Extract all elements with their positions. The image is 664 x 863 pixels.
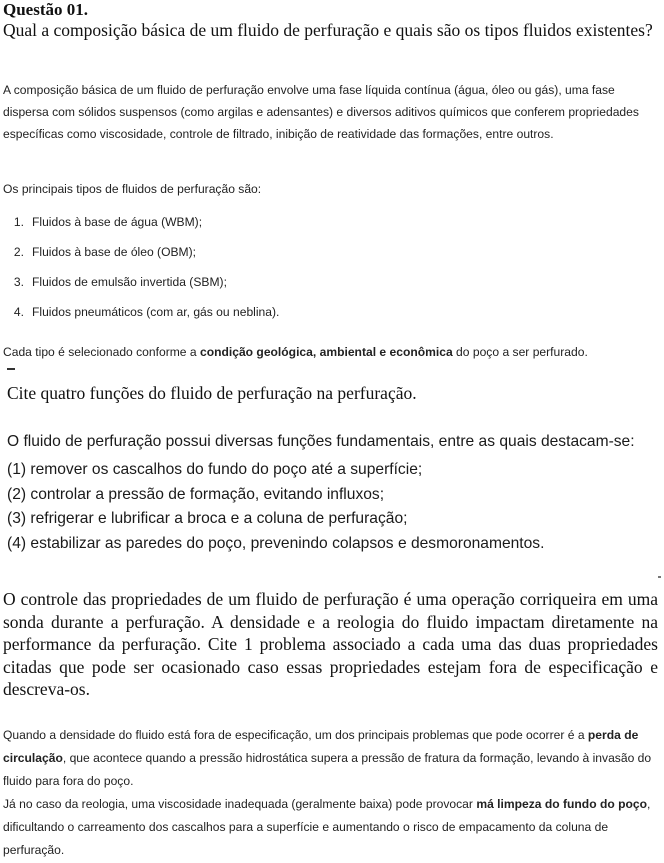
list-item: (2) controlar a pressão de formação, evitando influxos; xyxy=(7,485,385,503)
list-item-text: Fluidos à base de óleo (OBM); xyxy=(32,245,197,259)
list-item xyxy=(0,297,279,327)
answer-1-composition: A composição básica de um fluido de perfuração envolve uma fase líquida contínua (água, óleo ou gás), uma fase dispersa com sólidos suspensos (como argilas e adensantes) e diversos aditivos químicos que conferem propriedades específicas como viscosidade, controle de filtrado, inibição de reatividade das formações, entre outros. xyxy=(3,83,639,141)
list-item: (1) remover os cascalhos do fundo do poço até a superfície; xyxy=(7,461,423,478)
answer-3-density-text-end: , que acontece quando a pressão hidrostática supera a pressão de fratura da formação, levando à invasão do fluido para fora do poço. xyxy=(3,751,652,788)
stray-mark xyxy=(658,576,661,578)
answer-1-closing xyxy=(3,342,588,362)
closing-text-end: do poço a ser perfurado. xyxy=(452,345,588,359)
closing-text: Cada tipo é selecionado conforme a xyxy=(3,345,200,359)
functions-list xyxy=(7,458,544,556)
answer-3-density-bold: perda de circulação xyxy=(3,728,639,765)
answer-1-types-intro: Os principais tipos de fluidos de perfuração são: xyxy=(3,182,262,196)
list-item-text: Fluidos pneumáticos (com ar, gás ou neblina). xyxy=(32,305,280,319)
question-1-title: Questão 01. xyxy=(3,0,88,19)
answer-3-rheology xyxy=(3,793,659,862)
list-item-text: Fluidos à base de água (WBM); xyxy=(32,215,203,229)
answer-3-rheology-text-end: , dificultando o carreamento dos cascalhos para a superfície e aumentando o risco de empacamento da coluna de perfuração. xyxy=(3,797,651,857)
list-item xyxy=(0,207,279,237)
fluid-types-list xyxy=(0,207,279,327)
list-item: (3) refrigerar e lubrificar a broca e a coluna de perfuração; xyxy=(7,510,408,527)
list-item xyxy=(0,237,279,267)
dash-mark xyxy=(7,368,15,370)
list-item-number: 4. xyxy=(13,305,24,319)
list-item-number: 2. xyxy=(13,245,24,259)
list-item-number: 3. xyxy=(13,275,24,289)
answer-3 xyxy=(3,724,659,862)
answer-3-rheology-bold: má limpeza do fundo do poço xyxy=(476,797,647,811)
list-item-text: Fluidos de emulsão invertida (SBM); xyxy=(32,275,227,289)
answer-1-paragraph xyxy=(3,79,659,145)
question-2-text: Cite quatro funções do fluido de perfuração na perfuração. xyxy=(7,383,417,403)
closing-bold-text: condição geológica, ambiental e econômica xyxy=(199,345,453,359)
list-item xyxy=(0,267,279,297)
list-item-number: 1. xyxy=(13,215,24,229)
list-item: (4) estabilizar as paredes do poço, prevenindo colapsos e desmoronamentos. xyxy=(7,534,545,552)
answer-2-intro: O fluido de perfuração possui diversas funções fundamentais, entre as quais destacam-se: xyxy=(7,433,635,450)
answer-3-rheology-text: Já no caso da reologia, uma viscosidade inadequada (geralmente baixa) pode provocar xyxy=(3,797,477,811)
answer-3-density-text: Quando a densidade do fluido está fora de especificação, um dos principais problemas que pode ocorrer é a xyxy=(3,728,588,742)
question-3-text: O controle das propriedades de um fluido de perfuração é uma operação corriqueira em uma sonda durante a perfuração. A densidade e a reologia do fluido impactam diretamente na performance da perfuração. Cite 1 problema associado a cada uma das duas propriedades citadas que pode ser ocasionado caso essas propriedades estejam fora de especificação e descreva-os. xyxy=(3,589,658,699)
question-1-text: Qual a composição básica de um fluido de perfuração e quais são os tipos fluidos existentes? xyxy=(3,20,653,40)
answer-3-density xyxy=(3,724,659,793)
